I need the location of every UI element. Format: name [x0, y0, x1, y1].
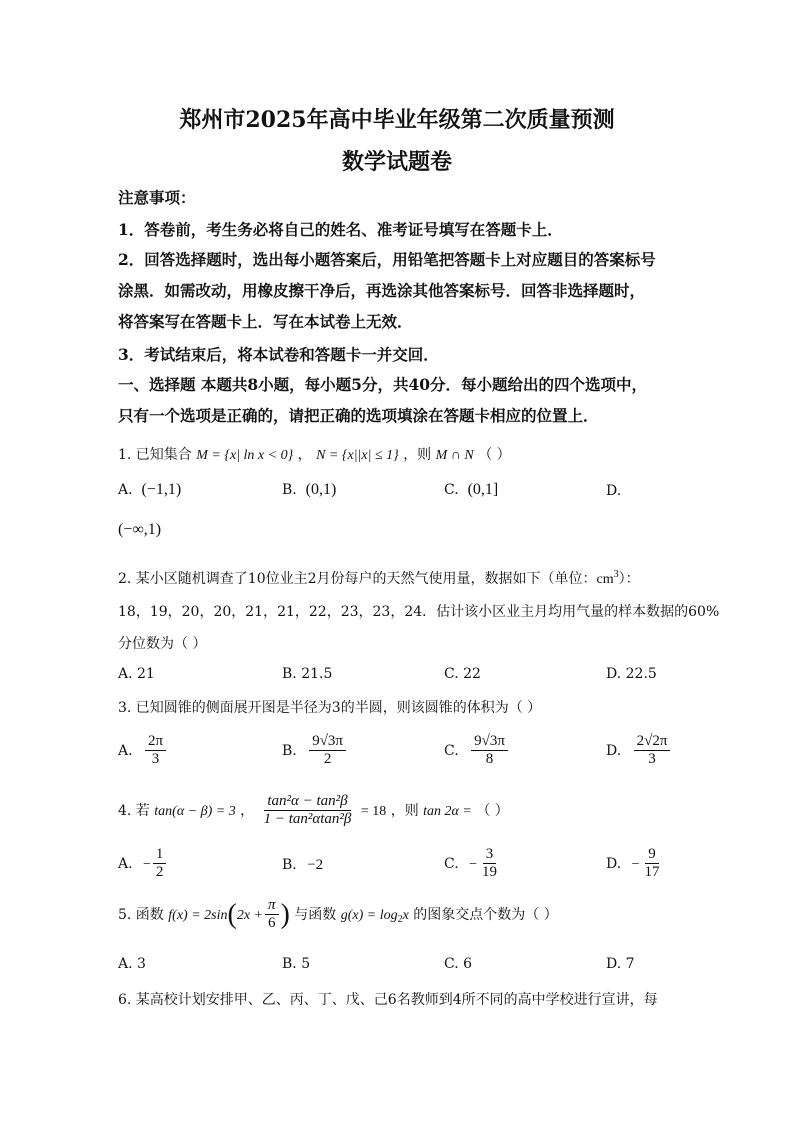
q4-target: tan 2α = — [423, 803, 472, 819]
q5-option-b: B. 5 — [282, 956, 311, 972]
q2-option-c: C. 22 — [444, 666, 481, 682]
q5-f: f(x) = 2sin — [168, 907, 228, 923]
section-1-line-1: 一、选择题 本题共8小题，每小题5分，共40分．每小题给出的四个选项中， — [118, 375, 648, 394]
q1-set-n: N = {x||x| ≤ 1} — [316, 448, 399, 463]
note-1: 1．答卷前，考生务必将自己的姓名、准考证号填写在答题卡上． — [118, 220, 563, 239]
q4-cond-1: tan(α − β) = 3 — [154, 803, 236, 819]
note-2-line-3: 将答案写在答题卡上．写在本试卷上无效． — [118, 312, 413, 331]
exam-title: 郑州市2025年高中毕业年级第二次质量预测 — [179, 107, 615, 133]
question-3: 3. 已知圆锥的侧面展开图是半径为3的半圆，则该圆锥的体积为（ ） — [118, 700, 542, 716]
q5-option-c: C. 6 — [444, 956, 473, 972]
q4-option-a: A. − $\frac{1}{2}$ — [118, 846, 168, 882]
q1-expr: M ∩ N — [435, 448, 474, 463]
q3-option-d: D. $\frac{2√2\pi}{3}$ — [606, 733, 672, 769]
section-1-line-2: 只有一个选项是正确的，请把正确的选项填涂在答题卡相应的位置上． — [118, 406, 599, 425]
q1-suffix: ，则 — [403, 447, 432, 463]
q1-option-a: A. (−1,1) — [118, 481, 182, 498]
q4-option-d: D. − $\frac{9}{17}$ — [606, 846, 660, 881]
q3-option-a: A. $\frac{2\pi}{3}$ — [118, 733, 168, 769]
q2-option-b: B. 21.5 — [282, 666, 333, 682]
q1-option-b: B. (0,1) — [282, 481, 337, 498]
question-4: 4. 若 tan(α − β) = 3 ， $\frac{\text{tan²α − tan²β}}{\text{1 − tan²αtan²β}}$ = 18 ，则 tan 2α = （ ） — [118, 793, 509, 828]
question-1 — [118, 444, 511, 464]
note-2-line-2: 涂黑．如需改动，用橡皮擦干净后，再选涂其他答案标号．回答非选择题时， — [118, 281, 646, 300]
q3-option-c: C. $\frac{9√3\pi}{8}$ — [444, 733, 510, 769]
q5-option-a: A. 3 — [118, 956, 146, 972]
question-6: 6. 某高校计划安排甲、乙、丙、丁、戊、己6名教师到4所不同的高中学校进行宣讲，每 — [118, 992, 658, 1008]
q2-option-a: A. 21 — [118, 666, 155, 682]
q1-option-d-label: D. — [606, 483, 622, 499]
q1-option-d-value: (−∞,1) — [118, 521, 162, 538]
q1-comma: ， — [297, 447, 312, 463]
q4-fraction: $\frac{\text{tan²α − tan²β}}{\text{1 − tan²αtan²β}}$ — [263, 793, 352, 828]
q1-paren: （ ） — [478, 447, 511, 463]
note-3: 3．考试结束后，将本试卷和答题卡一并交回． — [118, 345, 439, 364]
question-2-line-3: 分位数为（ ） — [118, 636, 207, 652]
note-2-line-1: 2．回答选择题时，选出每小题答案后，用铅笔把答题卡上对应题目的答案标号 — [118, 250, 656, 269]
question-5: 5. 函数 f(x) = 2sin(2x + $\frac{\pi}{6}$ ) 与函数 $g(x) = \log_2x$ 的图象交点个数为（ ） — [118, 897, 558, 932]
q1-prefix: 1. 已知集合 — [118, 447, 192, 463]
question-2-line-2: 18，19，20，20，21，21，22，23，23，24．估计该小区业主月均用气量的样本数据的60% — [118, 604, 720, 620]
q2-unit-exp: 3 — [613, 569, 619, 580]
exam-subtitle: 数学试题卷 — [341, 149, 452, 175]
q2-unit: cm — [596, 572, 614, 587]
q4-option-c: C. − $\frac{3}{19}$ — [444, 846, 498, 881]
q1-option-c: C. (0,1] — [444, 481, 499, 498]
q5-g: g(x) = log — [340, 907, 398, 923]
q4-option-b: B. −2 — [282, 857, 324, 873]
q1-set-m: M = {x| ln x < 0} — [196, 448, 294, 463]
q3-option-b: B. $\frac{9√3\pi}{2}$ — [282, 733, 348, 769]
q5-option-d: D. 7 — [606, 956, 635, 972]
notes-heading: 注意事项： — [118, 188, 196, 207]
q2-option-d: D. 22.5 — [606, 666, 657, 682]
question-2-line-1: 2. 某小区随机调查了10位业主2月份每户的天然气使用量，数据如下（单位：$cm^3$）： — [118, 569, 640, 587]
